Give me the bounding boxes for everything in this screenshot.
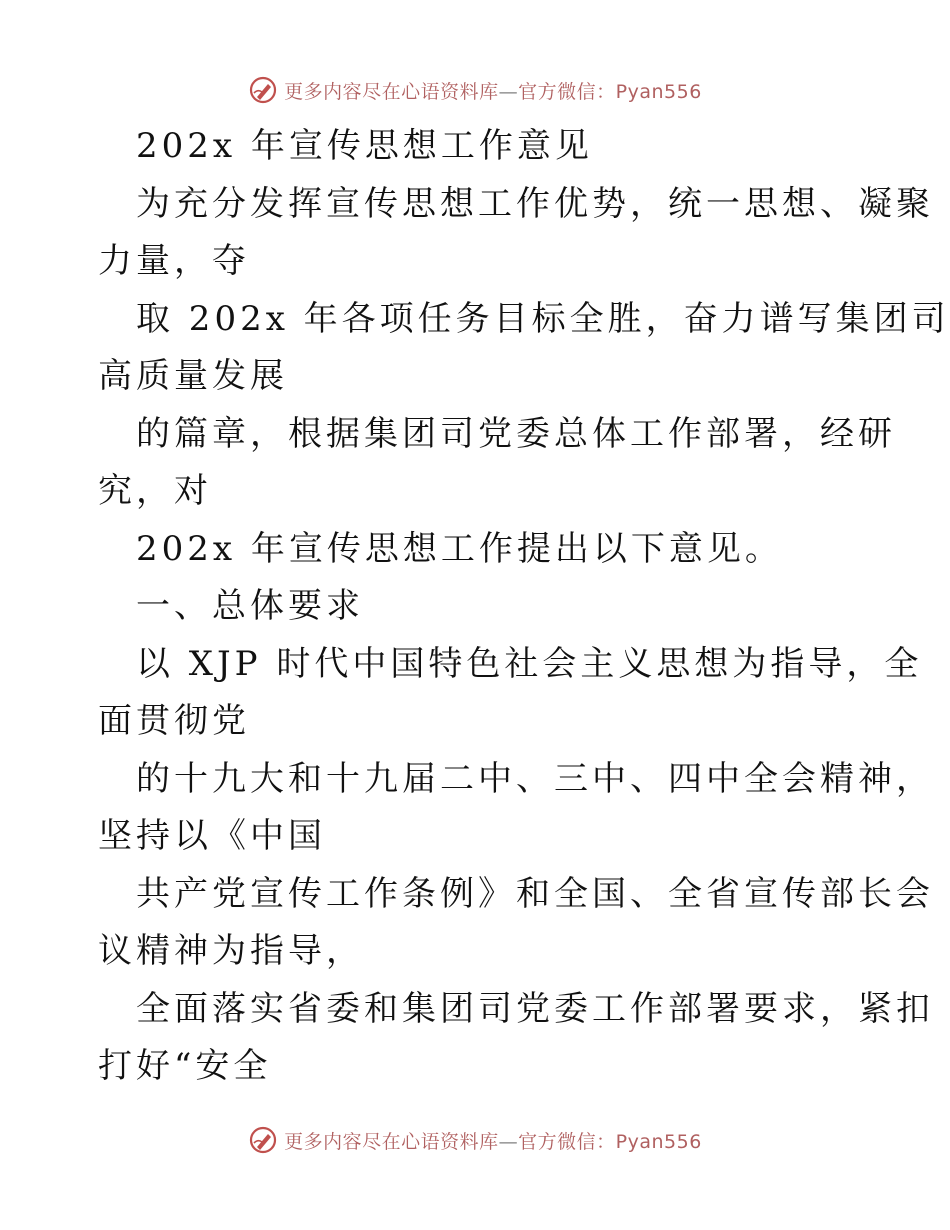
header-banner-main: 更多内容尽在心语资料库 bbox=[284, 80, 499, 103]
section-heading: 一、总体要求 bbox=[136, 586, 364, 626]
paragraph-line: 坚持以《中国 bbox=[98, 816, 326, 856]
footer-banner bbox=[0, 1120, 950, 1160]
paragraph-line: 202x 年宣传思想工作提出以下意见。 bbox=[136, 528, 783, 569]
header-banner-text bbox=[284, 77, 702, 104]
footer-banner-wechat: 官方微信：Pyan556 bbox=[518, 1130, 702, 1153]
document-body bbox=[98, 118, 950, 1096]
footer-banner-text bbox=[284, 1127, 702, 1154]
paragraph-line: 全面落实省委和集团司党委工作部署要求，紧扣 bbox=[136, 988, 934, 1029]
paragraph-line: 打好“安全 bbox=[98, 1046, 272, 1086]
header-banner-dash: — bbox=[498, 80, 519, 103]
paragraph-line: 以 XJP 时代中国特色社会主义思想为指导，全 bbox=[136, 643, 923, 684]
header-banner-wechat: 官方微信：Pyan556 bbox=[518, 80, 702, 103]
paragraph-line: 为充分发挥宣传思想工作优势，统一思想、凝聚 bbox=[136, 183, 934, 224]
footer-banner-dash: — bbox=[498, 1130, 519, 1153]
footer-banner-main: 更多内容尽在心语资料库 bbox=[284, 1130, 499, 1153]
paragraph-line: 高质量发展 bbox=[98, 356, 288, 396]
paragraph-line: 取 202x 年各项任务目标全胜，奋力谱写集团司 bbox=[136, 298, 950, 339]
paragraph-line: 的篇章，根据集团司党委总体工作部署，经研 bbox=[136, 413, 896, 454]
document-title: 202x 年宣传思想工作意见 bbox=[136, 126, 593, 166]
paragraph-line: 力量，夺 bbox=[98, 241, 250, 281]
paragraph-line: 共产党宣传工作条例》和全国、全省宣传部长会 bbox=[136, 873, 934, 914]
pen-nib-logo-icon bbox=[248, 75, 278, 105]
paragraph-line: 议精神为指导， bbox=[98, 931, 364, 971]
paragraph-line: 究，对 bbox=[98, 471, 212, 511]
paragraph-line: 面贯彻党 bbox=[98, 701, 250, 741]
paragraph-line: 的十九大和十九届二中、三中、四中全会精神， bbox=[136, 758, 934, 799]
pen-nib-logo-icon bbox=[248, 1125, 278, 1155]
header-banner bbox=[0, 70, 950, 110]
